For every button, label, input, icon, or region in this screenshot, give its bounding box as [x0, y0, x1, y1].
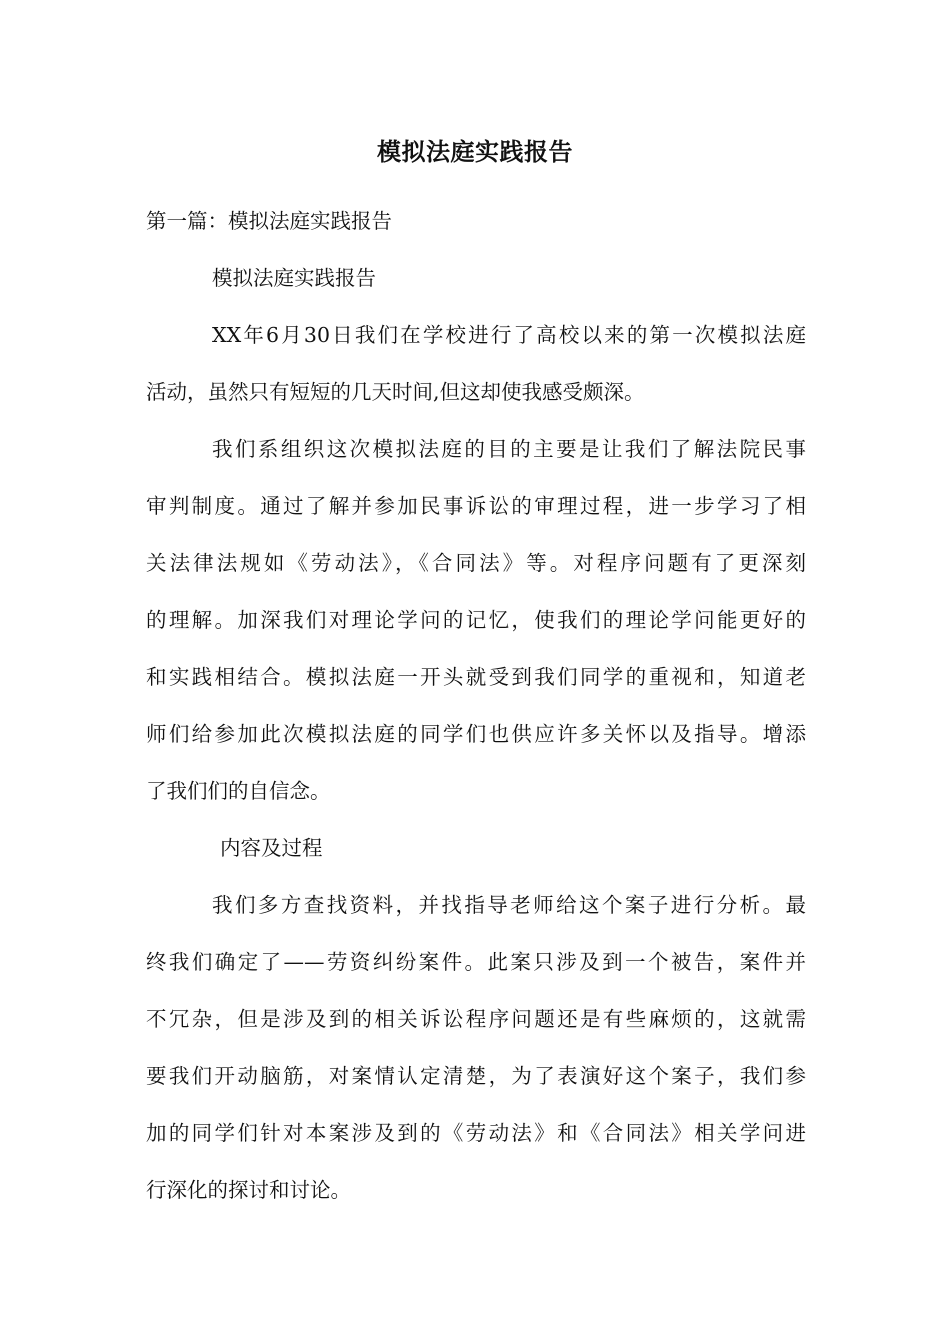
document-title: 模拟法庭实践报告 [377, 137, 573, 166]
paragraph-line: 加的同学们针对本案涉及到的《劳动法》和《合同法》相关学问进 [146, 1121, 806, 1145]
paragraph-line: 审判制度。通过了解并参加民事诉讼的审理过程，进一步学习了相 [146, 494, 806, 518]
paragraph-line: 和实践相结合。模拟法庭一开头就受到我们同学的重视和，知道老 [146, 665, 806, 689]
paragraph-line: 我们多方查找资料，并找指导老师给这个案子进行分析。最 [212, 893, 806, 917]
paragraph-line: 行深化的探讨和讨论。 [146, 1178, 351, 1202]
paragraph-line: 师们给参加此次模拟法庭的同学们也供应许多关怀以及指导。增添 [146, 722, 806, 746]
paragraph-line: 关法律法规如《劳动法》，《合同法》等。对程序问题有了更深刻 [146, 551, 806, 575]
paragraph-line: 终我们确定了——劳资纠纷案件。此案只涉及到一个被告，案件并 [146, 950, 806, 974]
paragraph-line: 我们系组织这次模拟法庭的目的主要是让我们了解法院民事 [212, 437, 806, 461]
paragraph-line: 的理解。加深我们对理论学问的记忆，使我们的理论学问能更好的 [146, 608, 806, 632]
paragraph-line: 了我们们的自信念。 [146, 779, 331, 803]
paragraph-line: 要我们开动脑筋，对案情认定清楚，为了表演好这个案子，我们参 [146, 1064, 806, 1088]
paragraph-line: XX年6月30日我们在学校进行了高校以来的第一次模拟法庭 [212, 323, 806, 347]
subheading: 模拟法庭实践报告 [212, 266, 376, 290]
paragraph-line: 活动，虽然只有短短的几天时间,但这却使我感受颇深。 [146, 380, 645, 404]
section-heading: 第一篇：模拟法庭实践报告 [146, 209, 392, 233]
paragraph-line: 不冗杂，但是涉及到的相关诉讼程序问题还是有些麻烦的，这就需 [146, 1007, 806, 1031]
subheading: 内容及过程 [220, 836, 323, 860]
